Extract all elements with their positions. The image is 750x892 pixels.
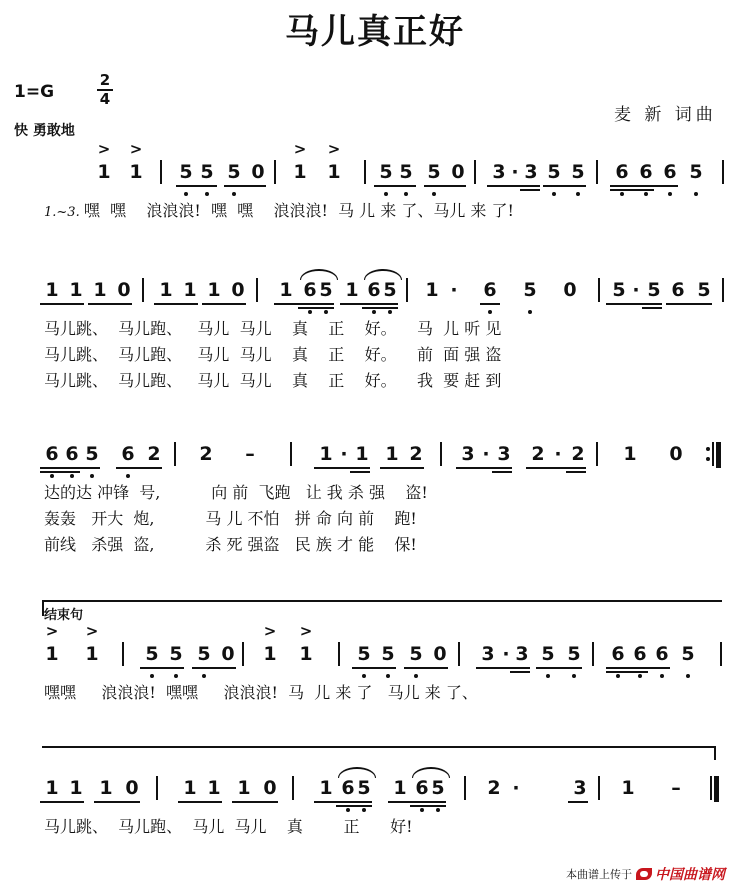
note: 1	[299, 643, 313, 665]
octave-dot-below	[372, 310, 376, 314]
note: 1	[159, 279, 173, 301]
beam-underline	[666, 303, 712, 305]
footer	[566, 864, 725, 884]
beam-underline	[566, 471, 586, 473]
beam-underline	[380, 467, 424, 469]
octave-dot-below	[386, 674, 390, 678]
note: 5	[179, 161, 193, 183]
note: 6	[611, 643, 625, 665]
note: 5	[399, 161, 413, 183]
note: 5	[547, 161, 561, 183]
repeat-dot	[706, 447, 710, 451]
note: 3	[573, 777, 587, 799]
lyric-line	[44, 536, 417, 554]
octave-dot-below	[232, 192, 236, 196]
beam-underline	[176, 185, 217, 187]
ending-bracket-right	[714, 746, 716, 760]
octave-dot-below	[488, 310, 492, 314]
note: 5	[689, 161, 703, 183]
accent-mark: >	[85, 622, 99, 640]
barline	[440, 442, 442, 466]
note: 6	[671, 279, 685, 301]
beam-underline	[476, 667, 530, 669]
slur	[300, 269, 338, 280]
octave-dot-below	[644, 192, 648, 196]
site-logo-icon	[636, 868, 652, 880]
octave-dot-below	[346, 808, 350, 812]
note: 0	[451, 161, 465, 183]
note: 1	[207, 279, 221, 301]
note: 5	[431, 777, 445, 799]
note: ·	[482, 443, 490, 465]
octave-dot-below	[528, 310, 532, 314]
note: ·	[511, 161, 519, 183]
note: 1	[425, 279, 439, 301]
note: 3	[497, 443, 511, 465]
beam-underline	[642, 307, 662, 309]
note: 5	[541, 643, 555, 665]
note: 1	[85, 643, 99, 665]
note: 1	[45, 279, 59, 301]
octave-dot-below	[308, 310, 312, 314]
note: 3	[481, 643, 495, 665]
beam-underline	[410, 805, 446, 807]
octave-dot-below	[576, 192, 580, 196]
site-logo-text[interactable]: 中国曲谱网	[655, 867, 725, 883]
note: 2	[487, 777, 501, 799]
beam-underline	[610, 189, 654, 191]
lyric-text: 马儿跳、 马儿跑、 马儿 马儿 真 正 好。 前 面 强 盗	[44, 345, 502, 364]
note: 1	[45, 777, 59, 799]
octave-dot-below	[174, 674, 178, 678]
note: 2	[571, 443, 585, 465]
note: 5	[381, 643, 395, 665]
barline	[242, 642, 244, 666]
octave-dot-below	[616, 674, 620, 678]
note: ·	[554, 443, 562, 465]
octave-dot-below	[50, 474, 54, 478]
octave-dot-below	[572, 674, 576, 678]
note: ·	[450, 279, 458, 301]
note: 1	[237, 777, 251, 799]
beam-underline	[40, 801, 84, 803]
beam-underline	[94, 801, 140, 803]
note: ·	[502, 643, 510, 665]
beam-underline	[388, 801, 446, 803]
beam-underline	[543, 185, 586, 187]
note: 6	[655, 643, 669, 665]
note: 6	[633, 643, 647, 665]
octave-dot-below	[388, 310, 392, 314]
note: 1	[345, 279, 359, 301]
note: 6	[367, 279, 381, 301]
note: ·	[512, 777, 520, 799]
beam-underline	[480, 303, 500, 305]
time-signature-bottom: 4	[99, 90, 111, 108]
note: 6	[45, 443, 59, 465]
barline	[464, 776, 466, 800]
note: 5	[612, 279, 626, 301]
ending-label: 结束句	[44, 608, 84, 623]
note: –	[245, 443, 255, 465]
note: 2	[199, 443, 213, 465]
barline	[598, 776, 600, 800]
note: 5	[200, 161, 214, 183]
octave-dot-below	[70, 474, 74, 478]
accent-mark: >	[45, 622, 59, 640]
note: 3	[492, 161, 506, 183]
octave-dot-below	[552, 192, 556, 196]
composer-credit: 麦 新 词曲	[614, 105, 717, 125]
beam-underline	[192, 667, 236, 669]
beam-underline	[568, 801, 588, 803]
beam-underline	[606, 667, 670, 669]
accent-mark: >	[327, 140, 341, 158]
barline	[292, 776, 294, 800]
barline	[720, 642, 722, 666]
lyric-line	[44, 684, 478, 702]
beam-underline	[404, 667, 448, 669]
note: 6	[615, 161, 629, 183]
note: 0	[669, 443, 683, 465]
note: 5	[319, 279, 333, 301]
note: 6	[303, 279, 317, 301]
beam-underline	[116, 467, 162, 469]
note: 0	[251, 161, 265, 183]
note: 5	[85, 443, 99, 465]
note: 6	[483, 279, 497, 301]
final-barline-thick	[714, 776, 719, 802]
note: 5	[357, 777, 371, 799]
octave-dot-below	[324, 310, 328, 314]
key-signature: 1=G	[14, 82, 55, 102]
lyric-text: 马儿跳、 马儿跑、 马儿 马儿 真 正 好。 马 儿 听 见	[44, 319, 502, 338]
note: 5	[357, 643, 371, 665]
note: 6	[639, 161, 653, 183]
note: 0	[231, 279, 245, 301]
note: 5	[571, 161, 585, 183]
octave-dot-below	[90, 474, 94, 478]
note: ·	[632, 279, 640, 301]
lyric-line	[44, 484, 428, 502]
lyric-line	[44, 372, 501, 390]
lyric-line	[44, 346, 501, 364]
beam-underline	[362, 307, 398, 309]
accent-mark: >	[293, 140, 307, 158]
octave-dot-below	[638, 674, 642, 678]
note: 5	[697, 279, 711, 301]
note: 1	[69, 279, 83, 301]
note: 5	[169, 643, 183, 665]
octave-dot-below	[126, 474, 130, 478]
final-barline-thin	[710, 776, 712, 800]
barline	[174, 442, 176, 466]
note: 6	[65, 443, 79, 465]
beam-underline	[154, 303, 198, 305]
barline	[122, 642, 124, 666]
note: 6	[121, 443, 135, 465]
beam-underline	[298, 307, 334, 309]
beam-underline	[350, 471, 370, 473]
accent-mark: >	[129, 140, 143, 158]
beam-underline	[340, 303, 398, 305]
barline	[722, 160, 724, 184]
ending-bracket-bottom	[42, 746, 716, 748]
note: 5	[523, 279, 537, 301]
barline	[142, 278, 144, 302]
octave-dot-below	[694, 192, 698, 196]
note: 1	[293, 161, 307, 183]
lyric-text: 达的达 冲锋 号, 向 前 飞跑 让 我 杀 强 盗!	[44, 483, 428, 502]
note: 1	[69, 777, 83, 799]
beam-underline	[178, 801, 222, 803]
note: 6	[663, 161, 677, 183]
slur	[338, 767, 376, 778]
note: 5	[409, 643, 423, 665]
note: 6	[415, 777, 429, 799]
note: 1	[93, 279, 107, 301]
note: 0	[117, 279, 131, 301]
note: 1	[355, 443, 369, 465]
beam-underline	[274, 303, 334, 305]
octave-dot-below	[414, 674, 418, 678]
octave-dot-below	[436, 808, 440, 812]
beam-underline	[314, 467, 370, 469]
note: 1	[319, 777, 333, 799]
note: 0	[125, 777, 139, 799]
beam-underline	[456, 467, 512, 469]
note: 5	[567, 643, 581, 665]
note: 1	[621, 777, 635, 799]
beam-underline	[232, 801, 278, 803]
barline	[598, 278, 600, 302]
octave-dot-below	[384, 192, 388, 196]
beam-underline	[424, 185, 466, 187]
beam-underline	[336, 805, 372, 807]
beam-underline	[492, 471, 512, 473]
octave-dot-below	[432, 192, 436, 196]
barline	[256, 278, 258, 302]
repeat-dot	[706, 457, 710, 461]
octave-dot-below	[362, 674, 366, 678]
final-barline-thin	[712, 442, 714, 466]
beam-underline	[536, 667, 582, 669]
barline	[592, 642, 594, 666]
note: 1	[327, 161, 341, 183]
barline	[160, 160, 162, 184]
lyric-text: 轰轰 开大 炮, 马 儿 不怕 拼 命 向 前 跑!	[44, 509, 417, 528]
note: 5	[427, 161, 441, 183]
octave-dot-below	[404, 192, 408, 196]
barline	[474, 160, 476, 184]
lyric-text: 嘿嘿 浪浪浪! 嘿嘿 浪浪浪! 马 儿 来 了 马儿 来 了、	[44, 683, 478, 702]
slur	[364, 269, 402, 280]
note: 0	[433, 643, 447, 665]
note: 5	[227, 161, 241, 183]
beam-underline	[40, 467, 100, 469]
note: 2	[409, 443, 423, 465]
note: 5	[379, 161, 393, 183]
ending-bracket-top	[42, 600, 722, 602]
note: 1	[623, 443, 637, 465]
barline	[364, 160, 366, 184]
octave-dot-below	[686, 674, 690, 678]
note: 5	[197, 643, 211, 665]
barline	[596, 442, 598, 466]
time-signature-top: 2	[99, 71, 111, 89]
octave-dot-below	[660, 674, 664, 678]
octave-dot-below	[150, 674, 154, 678]
lyric-line	[44, 510, 417, 528]
octave-dot-below	[184, 192, 188, 196]
note: 5	[383, 279, 397, 301]
octave-dot-below	[362, 808, 366, 812]
note: 1	[183, 777, 197, 799]
verse-label: 1.~3.	[44, 205, 84, 220]
beam-underline	[40, 303, 84, 305]
lyric-text: 嘿 嘿 浪浪浪! 嘿 嘿 浪浪浪! 马 儿 来 了、马儿 来 了!	[83, 201, 514, 220]
beam-underline	[40, 471, 80, 473]
note: 1	[129, 161, 143, 183]
beam-underline	[202, 303, 246, 305]
note: 3	[524, 161, 538, 183]
note: ·	[340, 443, 348, 465]
note: 3	[461, 443, 475, 465]
barline	[406, 278, 408, 302]
note: 1	[385, 443, 399, 465]
octave-dot-below	[205, 192, 209, 196]
note: 5	[681, 643, 695, 665]
note: 1	[183, 279, 197, 301]
note: –	[671, 777, 681, 799]
note: 1	[263, 643, 277, 665]
beam-underline	[140, 667, 184, 669]
lyric-line	[44, 818, 413, 836]
accent-mark: >	[299, 622, 313, 640]
beam-underline	[510, 671, 530, 673]
note: 1	[393, 777, 407, 799]
beam-underline	[352, 667, 396, 669]
slur	[412, 767, 450, 778]
lyric-line	[44, 202, 514, 222]
tempo-marking: 快 勇敢地	[14, 123, 75, 139]
lyric-text: 马儿跳、 马儿跑、 马儿 马儿 真 正 好!	[44, 817, 413, 836]
song-title: 马儿真正好	[285, 12, 465, 52]
note: 0	[221, 643, 235, 665]
beam-underline	[526, 467, 586, 469]
note: 1	[99, 777, 113, 799]
note: 6	[341, 777, 355, 799]
note: 1	[97, 161, 111, 183]
note: 1	[207, 777, 221, 799]
beam-underline	[88, 303, 132, 305]
beam-underline	[487, 185, 540, 187]
footer-text: 本曲谱上传于	[566, 868, 632, 881]
lyric-line	[44, 320, 501, 338]
barline	[722, 278, 724, 302]
beam-underline	[224, 185, 266, 187]
note: 1	[279, 279, 293, 301]
note: 1	[319, 443, 333, 465]
time-signature	[96, 72, 114, 108]
barline	[458, 642, 460, 666]
note: 0	[563, 279, 577, 301]
note: 2	[147, 443, 161, 465]
note: 1	[45, 643, 59, 665]
barline	[274, 160, 276, 184]
beam-underline	[606, 303, 662, 305]
note: 3	[515, 643, 529, 665]
note: 5	[145, 643, 159, 665]
beam-underline	[374, 185, 416, 187]
final-barline-thick	[716, 442, 721, 468]
octave-dot-below	[546, 674, 550, 678]
octave-dot-below	[420, 808, 424, 812]
lyric-text: 马儿跳、 马儿跑、 马儿 马儿 真 正 好。 我 要 赶 到	[44, 371, 502, 390]
note: 0	[263, 777, 277, 799]
barline	[156, 776, 158, 800]
accent-mark: >	[97, 140, 111, 158]
octave-dot-below	[620, 192, 624, 196]
beam-underline	[314, 801, 372, 803]
octave-dot-below	[668, 192, 672, 196]
barline	[290, 442, 292, 466]
accent-mark: >	[263, 622, 277, 640]
note: 2	[531, 443, 545, 465]
octave-dot-below	[202, 674, 206, 678]
barline	[338, 642, 340, 666]
note: 5	[647, 279, 661, 301]
beam-underline	[610, 185, 678, 187]
beam-underline	[606, 671, 648, 673]
barline	[596, 160, 598, 184]
lyric-text: 前线 杀强 盗, 杀 死 强盗 民 族 才 能 保!	[44, 535, 417, 554]
beam-underline	[520, 189, 540, 191]
